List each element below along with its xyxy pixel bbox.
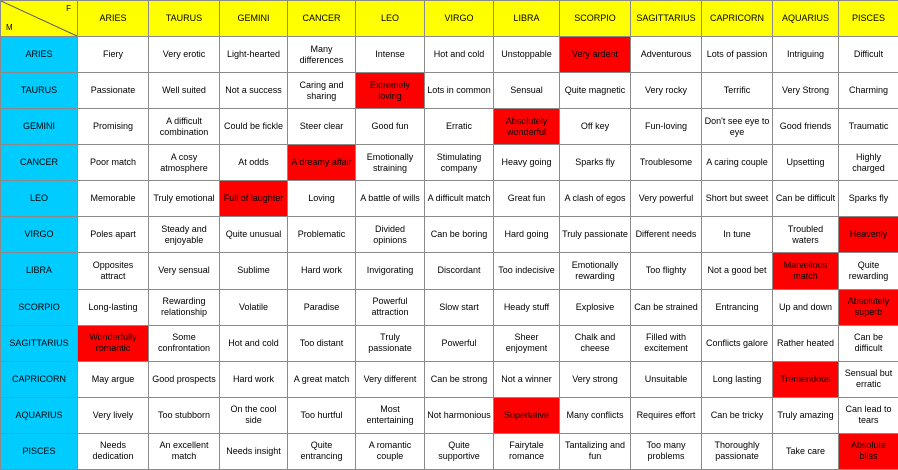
- match-cell: Can be boring: [425, 217, 494, 253]
- match-cell: Problematic: [288, 217, 356, 253]
- row-header: AQUARIUS: [1, 397, 78, 433]
- table-row: [1, 397, 898, 433]
- table-row: [1, 325, 898, 361]
- match-cell: Paradise: [288, 289, 356, 325]
- match-cell: Different needs: [631, 217, 702, 253]
- table-row: [1, 289, 898, 325]
- match-cell: On the cool side: [220, 397, 288, 433]
- match-cell: Fiery: [78, 37, 149, 73]
- match-cell: Poor match: [78, 145, 149, 181]
- match-cell: Discordant: [425, 253, 494, 289]
- match-cell: Light-hearted: [220, 37, 288, 73]
- match-cell: Can be tricky: [702, 397, 773, 433]
- match-cell: Traumatic: [839, 109, 898, 145]
- column-header: PISCES: [839, 1, 898, 37]
- match-cell: Too hurtful: [288, 397, 356, 433]
- match-cell: Adventurous: [631, 37, 702, 73]
- match-cell: Sensual but erratic: [839, 361, 898, 397]
- row-header: PISCES: [1, 433, 78, 469]
- row-header: TAURUS: [1, 73, 78, 109]
- female-axis-label: F: [66, 4, 71, 13]
- match-cell: Needs insight: [220, 433, 288, 469]
- match-cell: Most entertaining: [356, 397, 425, 433]
- match-cell: Sensual: [494, 73, 560, 109]
- highlighted-match-cell: Wonderfully romantic: [78, 325, 149, 361]
- match-cell: Hot and cold: [425, 37, 494, 73]
- match-cell: Truly amazing: [773, 397, 839, 433]
- match-cell: Very sensual: [149, 253, 220, 289]
- match-cell: Heady stuff: [494, 289, 560, 325]
- male-axis-label: M: [6, 23, 13, 33]
- match-cell: Steer clear: [288, 109, 356, 145]
- match-cell: Stimulating company: [425, 145, 494, 181]
- match-cell: Divided opinions: [356, 217, 425, 253]
- match-cell: A difficult combination: [149, 109, 220, 145]
- match-cell: Short but sweet: [702, 181, 773, 217]
- match-cell: Hard work: [288, 253, 356, 289]
- match-cell: Loving: [288, 181, 356, 217]
- match-cell: An excellent match: [149, 433, 220, 469]
- match-cell: Troublesome: [631, 145, 702, 181]
- match-cell: Filled with excitement: [631, 325, 702, 361]
- match-cell: Unstoppable: [494, 37, 560, 73]
- match-cell: Caring and sharing: [288, 73, 356, 109]
- table-row: [1, 73, 898, 109]
- highlighted-match-cell: Heavenly: [839, 217, 898, 253]
- match-cell: Quite supportive: [425, 433, 494, 469]
- table-row: [1, 361, 898, 397]
- match-cell: Fairytale romance: [494, 433, 560, 469]
- row-header: CAPRICORN: [1, 361, 78, 397]
- row-header: VIRGO: [1, 217, 78, 253]
- match-cell: Emotionally straining: [356, 145, 425, 181]
- row-header: GEMINI: [1, 109, 78, 145]
- highlighted-match-cell: Superlative: [494, 397, 560, 433]
- match-cell: Thoroughly passionate: [702, 433, 773, 469]
- match-cell: Can be strong: [425, 361, 494, 397]
- match-cell: Very rocky: [631, 73, 702, 109]
- match-cell: Steady and enjoyable: [149, 217, 220, 253]
- match-cell: Don't see eye to eye: [702, 109, 773, 145]
- highlighted-match-cell: Absolute bliss: [839, 433, 898, 469]
- match-cell: Hard going: [494, 217, 560, 253]
- match-cell: Highly charged: [839, 145, 898, 181]
- match-cell: Long lasting: [702, 361, 773, 397]
- match-cell: Up and down: [773, 289, 839, 325]
- table-row: [1, 217, 898, 253]
- match-cell: Powerful: [425, 325, 494, 361]
- match-cell: Sublime: [220, 253, 288, 289]
- table-row: [1, 433, 898, 469]
- match-cell: Unsuitable: [631, 361, 702, 397]
- match-cell: Too distant: [288, 325, 356, 361]
- match-cell: Good friends: [773, 109, 839, 145]
- row-header: ARIES: [1, 37, 78, 73]
- match-cell: Not a success: [220, 73, 288, 109]
- highlighted-match-cell: A dreamy affair: [288, 145, 356, 181]
- match-cell: Explosive: [560, 289, 631, 325]
- match-cell: Could be fickle: [220, 109, 288, 145]
- match-cell: A romantic couple: [356, 433, 425, 469]
- highlighted-match-cell: Very ardent: [560, 37, 631, 73]
- match-cell: Quite entrancing: [288, 433, 356, 469]
- match-cell: Truly emotional: [149, 181, 220, 217]
- match-cell: In tune: [702, 217, 773, 253]
- column-header: CANCER: [288, 1, 356, 37]
- match-cell: Conflicts galore: [702, 325, 773, 361]
- match-cell: Very lively: [78, 397, 149, 433]
- highlighted-match-cell: Full of laughter: [220, 181, 288, 217]
- match-cell: A cosy atmosphere: [149, 145, 220, 181]
- match-cell: Lots of passion: [702, 37, 773, 73]
- match-cell: A clash of egos: [560, 181, 631, 217]
- match-cell: Quite rewarding: [839, 253, 898, 289]
- match-cell: Not a good bet: [702, 253, 773, 289]
- table-row: [1, 253, 898, 289]
- match-cell: A great match: [288, 361, 356, 397]
- match-cell: Take care: [773, 433, 839, 469]
- match-cell: Sheer enjoyment: [494, 325, 560, 361]
- match-cell: Tantalizing and fun: [560, 433, 631, 469]
- match-cell: At odds: [220, 145, 288, 181]
- column-header: VIRGO: [425, 1, 494, 37]
- match-cell: Poles apart: [78, 217, 149, 253]
- match-cell: Can be difficult: [839, 325, 898, 361]
- row-header: SCORPIO: [1, 289, 78, 325]
- corner-cell: [1, 1, 78, 37]
- match-cell: Many differences: [288, 37, 356, 73]
- match-cell: Very strong: [560, 361, 631, 397]
- match-cell: Requires effort: [631, 397, 702, 433]
- match-cell: Quite magnetic: [560, 73, 631, 109]
- column-header: ARIES: [78, 1, 149, 37]
- match-cell: Slow start: [425, 289, 494, 325]
- column-header: LEO: [356, 1, 425, 37]
- match-cell: Passionate: [78, 73, 149, 109]
- match-cell: Good prospects: [149, 361, 220, 397]
- match-cell: Emotionally rewarding: [560, 253, 631, 289]
- match-cell: A battle of wills: [356, 181, 425, 217]
- match-cell: Too flighty: [631, 253, 702, 289]
- match-cell: Troubled waters: [773, 217, 839, 253]
- match-cell: Memorable: [78, 181, 149, 217]
- match-cell: Not harmonious: [425, 397, 494, 433]
- highlighted-match-cell: Absolutely wonderful: [494, 109, 560, 145]
- match-cell: Sparks fly: [839, 181, 898, 217]
- highlighted-match-cell: Marvellous match: [773, 253, 839, 289]
- table-body: [1, 1, 898, 470]
- match-cell: Very different: [356, 361, 425, 397]
- match-cell: Very erotic: [149, 37, 220, 73]
- row-header: LEO: [1, 181, 78, 217]
- match-cell: Chalk and cheese: [560, 325, 631, 361]
- match-cell: Very powerful: [631, 181, 702, 217]
- match-cell: Sparks fly: [560, 145, 631, 181]
- match-cell: Rather heated: [773, 325, 839, 361]
- match-cell: Off key: [560, 109, 631, 145]
- match-cell: Good fun: [356, 109, 425, 145]
- match-cell: Rewarding relationship: [149, 289, 220, 325]
- table-row: [1, 145, 898, 181]
- row-header: CANCER: [1, 145, 78, 181]
- column-header: LIBRA: [494, 1, 560, 37]
- match-cell: Charming: [839, 73, 898, 109]
- match-cell: Truly passionate: [356, 325, 425, 361]
- match-cell: May argue: [78, 361, 149, 397]
- table-row: [1, 109, 898, 145]
- match-cell: Difficult: [839, 37, 898, 73]
- match-cell: Very Strong: [773, 73, 839, 109]
- match-cell: Hot and cold: [220, 325, 288, 361]
- match-cell: Opposites attract: [78, 253, 149, 289]
- match-cell: Not a winner: [494, 361, 560, 397]
- match-cell: Erratic: [425, 109, 494, 145]
- table-row: [1, 181, 898, 217]
- match-cell: Powerful attraction: [356, 289, 425, 325]
- match-cell: Too many problems: [631, 433, 702, 469]
- match-cell: Can be strained: [631, 289, 702, 325]
- match-cell: A caring couple: [702, 145, 773, 181]
- table-row: [1, 37, 898, 73]
- match-cell: Can be difficult: [773, 181, 839, 217]
- match-cell: Truly passionate: [560, 217, 631, 253]
- highlighted-match-cell: Absolutely superb: [839, 289, 898, 325]
- highlighted-match-cell: Extremely loving: [356, 73, 425, 109]
- column-header: AQUARIUS: [773, 1, 839, 37]
- match-cell: Heavy going: [494, 145, 560, 181]
- match-cell: Volatile: [220, 289, 288, 325]
- match-cell: Intense: [356, 37, 425, 73]
- header-row: [1, 1, 898, 37]
- match-cell: Too indecisive: [494, 253, 560, 289]
- match-cell: Long-lasting: [78, 289, 149, 325]
- match-cell: Quite unusual: [220, 217, 288, 253]
- column-header: TAURUS: [149, 1, 220, 37]
- match-cell: Can lead to tears: [839, 397, 898, 433]
- highlighted-match-cell: Tremendous: [773, 361, 839, 397]
- match-cell: Entrancing: [702, 289, 773, 325]
- match-cell: Well suited: [149, 73, 220, 109]
- column-header: SAGITTARIUS: [631, 1, 702, 37]
- row-header: SAGITTARIUS: [1, 325, 78, 361]
- match-cell: Invigorating: [356, 253, 425, 289]
- match-cell: Fun-loving: [631, 109, 702, 145]
- column-header: CAPRICORN: [702, 1, 773, 37]
- match-cell: Needs dedication: [78, 433, 149, 469]
- column-header: GEMINI: [220, 1, 288, 37]
- match-cell: Great fun: [494, 181, 560, 217]
- match-cell: Lots in common: [425, 73, 494, 109]
- match-cell: Hard work: [220, 361, 288, 397]
- match-cell: A difficult match: [425, 181, 494, 217]
- match-cell: Terrific: [702, 73, 773, 109]
- match-cell: Some confrontation: [149, 325, 220, 361]
- column-header: SCORPIO: [560, 1, 631, 37]
- row-header: LIBRA: [1, 253, 78, 289]
- match-cell: Too stubborn: [149, 397, 220, 433]
- match-cell: Promising: [78, 109, 149, 145]
- match-cell: Intriguing: [773, 37, 839, 73]
- match-cell: Many conflicts: [560, 397, 631, 433]
- match-cell: Upsetting: [773, 145, 839, 181]
